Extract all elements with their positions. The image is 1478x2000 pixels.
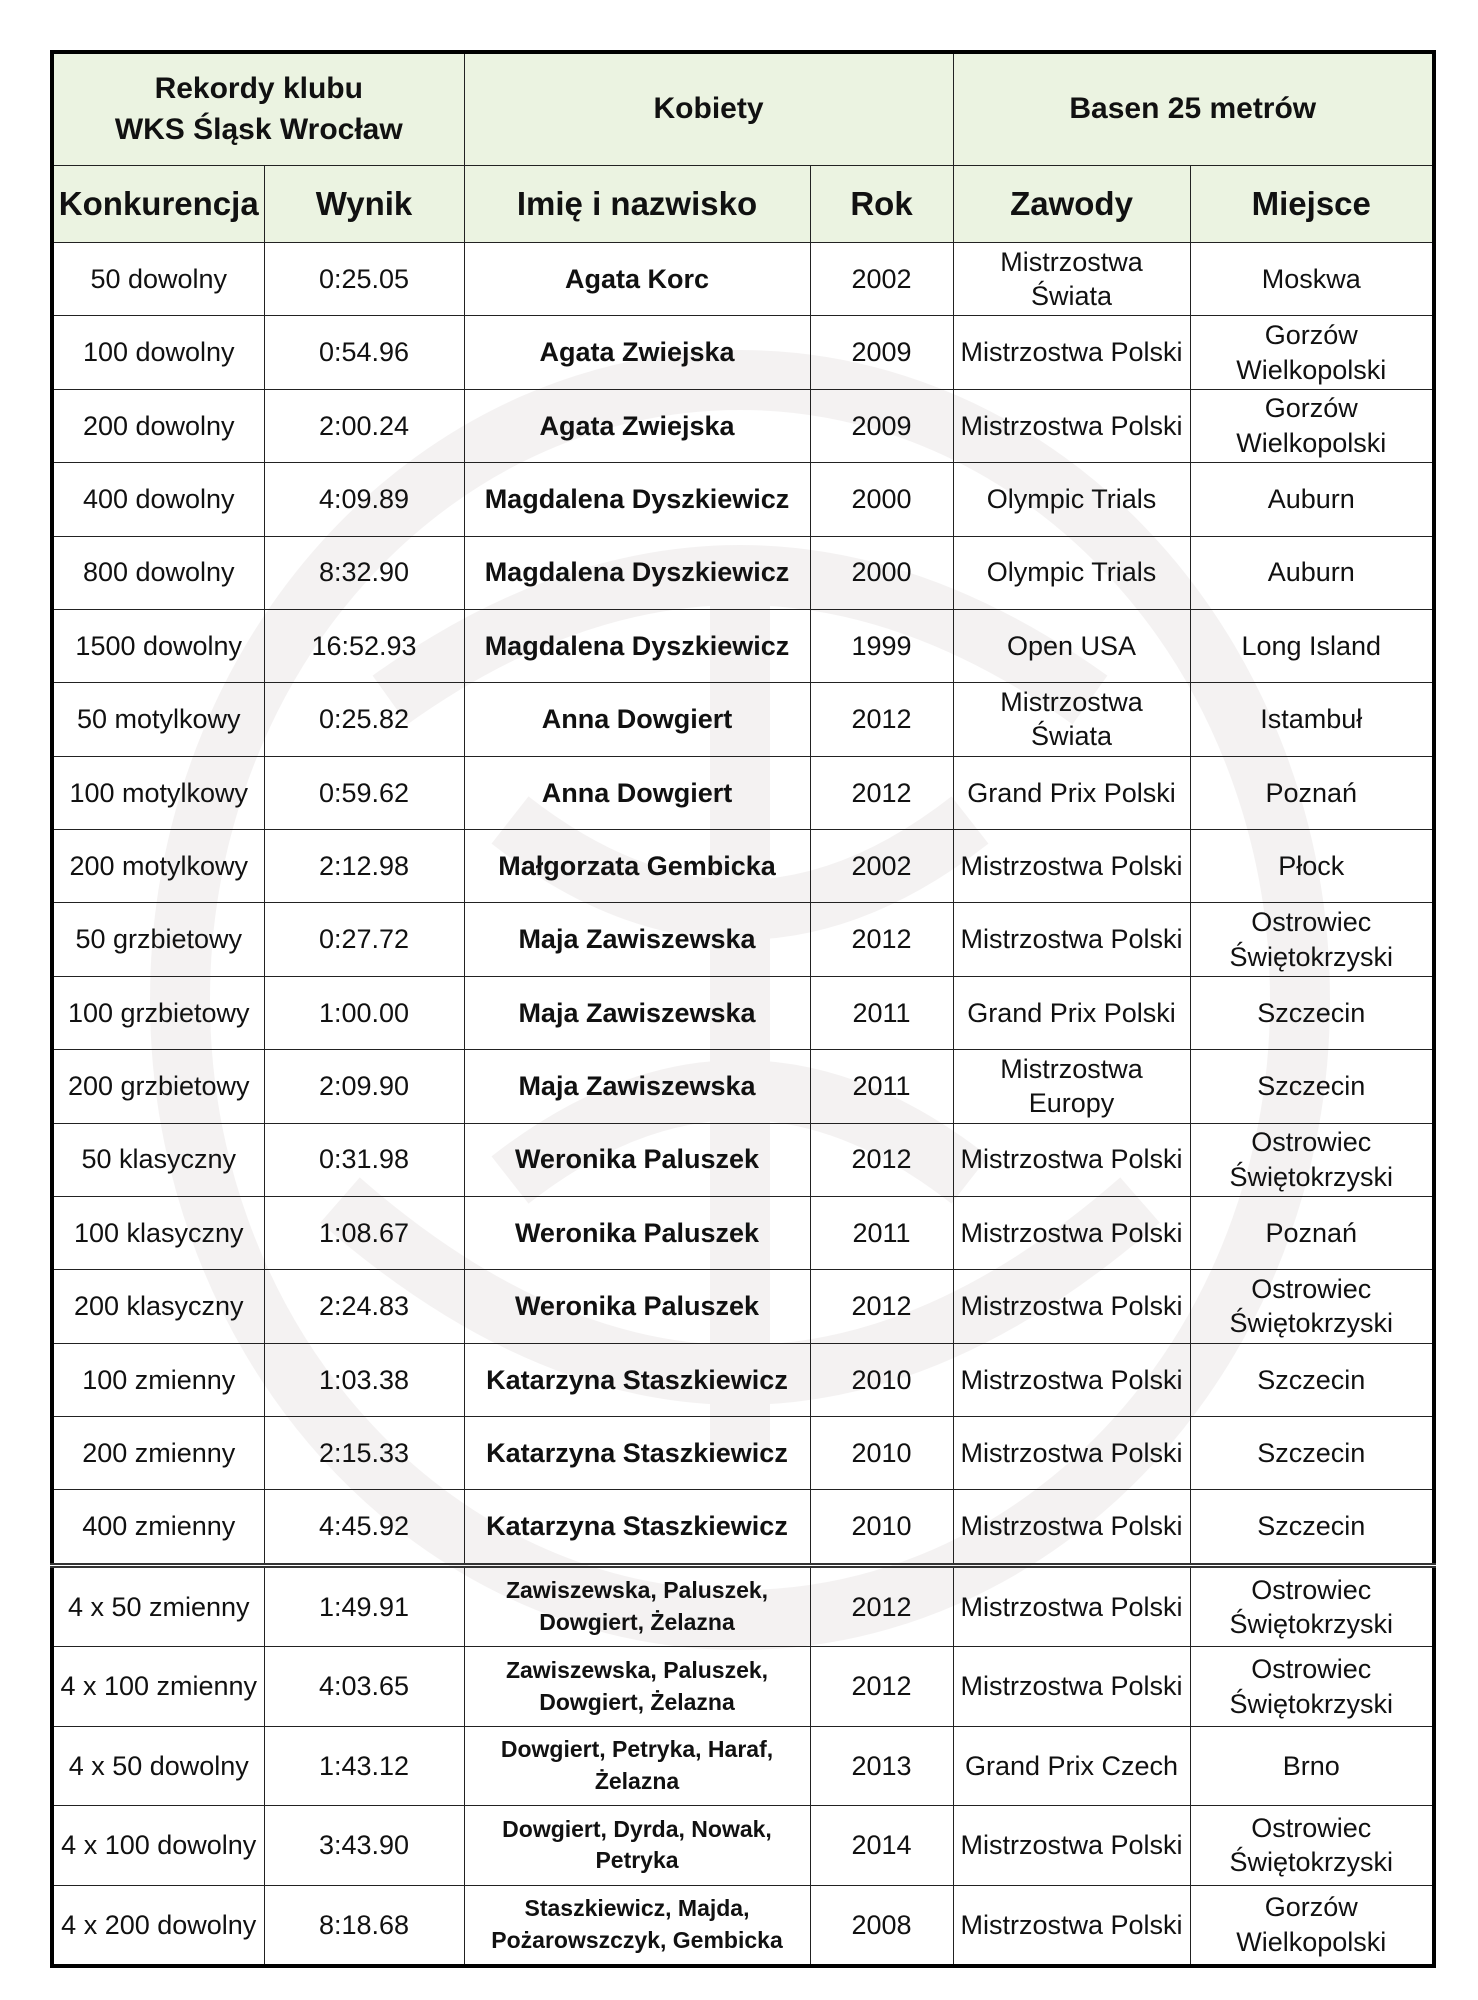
event-cell: 4 x 100 dowolny xyxy=(52,1806,264,1885)
result-cell: 16:52.93 xyxy=(264,609,464,682)
event-cell: 4 x 200 dowolny xyxy=(52,1885,264,1966)
place-cell: Ostrowiec Świętokrzyski xyxy=(1190,903,1434,976)
competition-cell: Mistrzostwa Polski xyxy=(953,903,1190,976)
result-cell: 0:54.96 xyxy=(264,316,464,389)
table-row xyxy=(52,536,1434,609)
place-cell: Gorzów Wielkopolski xyxy=(1190,389,1434,462)
name-cell: Katarzyna Staszkiewicz xyxy=(464,1490,810,1566)
year-cell: 2011 xyxy=(810,1196,953,1269)
place-cell: Auburn xyxy=(1190,536,1434,609)
place-cell: Brno xyxy=(1190,1726,1434,1805)
place-cell: Szczecin xyxy=(1190,976,1434,1049)
name-cell: Katarzyna Staszkiewicz xyxy=(464,1417,810,1490)
name-cell: Małgorzata Gembicka xyxy=(464,830,810,903)
name-cell: Maja Zawiszewska xyxy=(464,976,810,1049)
place-cell: Gorzów Wielkopolski xyxy=(1190,316,1434,389)
name-cell: Dowgiert, Petryka, Haraf, Żelazna xyxy=(464,1726,810,1805)
year-cell: 2012 xyxy=(810,1270,953,1343)
competition-cell: Grand Prix Czech xyxy=(953,1726,1190,1805)
result-cell: 0:59.62 xyxy=(264,756,464,829)
year-cell: 2009 xyxy=(810,316,953,389)
year-cell: 2012 xyxy=(810,1565,953,1646)
table-row xyxy=(52,1565,1434,1646)
year-cell: 2011 xyxy=(810,976,953,1049)
result-cell: 2:09.90 xyxy=(264,1050,464,1123)
column-header-row xyxy=(52,166,1434,243)
event-cell: 50 klasyczny xyxy=(52,1123,264,1196)
table-row xyxy=(52,683,1434,756)
competition-cell: Grand Prix Polski xyxy=(953,756,1190,829)
year-cell: 2002 xyxy=(810,243,953,316)
column-header-result: Wynik xyxy=(264,166,464,243)
table-row xyxy=(52,1726,1434,1805)
competition-cell: Grand Prix Polski xyxy=(953,976,1190,1049)
result-cell: 2:00.24 xyxy=(264,389,464,462)
competition-cell: Mistrzostwa Polski xyxy=(953,1417,1190,1490)
result-cell: 2:24.83 xyxy=(264,1270,464,1343)
result-cell: 0:25.05 xyxy=(264,243,464,316)
competition-cell: Olympic Trials xyxy=(953,463,1190,536)
table-row xyxy=(52,609,1434,682)
name-cell: Weronika Paluszek xyxy=(464,1196,810,1269)
competition-cell: Mistrzostwa Polski xyxy=(953,1565,1190,1646)
competition-cell: Olympic Trials xyxy=(953,536,1190,609)
table-row xyxy=(52,976,1434,1049)
year-cell: 2010 xyxy=(810,1417,953,1490)
place-cell: Auburn xyxy=(1190,463,1434,536)
table-row xyxy=(52,463,1434,536)
result-cell: 3:43.90 xyxy=(264,1806,464,1885)
table-row xyxy=(52,830,1434,903)
column-header-competition: Zawody xyxy=(953,166,1190,243)
year-cell: 2011 xyxy=(810,1050,953,1123)
event-cell: 200 klasyczny xyxy=(52,1270,264,1343)
result-cell: 1:00.00 xyxy=(264,976,464,1049)
competition-cell: Open USA xyxy=(953,609,1190,682)
place-cell: Moskwa xyxy=(1190,243,1434,316)
records-table xyxy=(50,50,1436,1968)
column-header-year: Rok xyxy=(810,166,953,243)
year-cell: 2009 xyxy=(810,389,953,462)
title-row xyxy=(52,52,1434,166)
event-cell: 100 grzbietowy xyxy=(52,976,264,1049)
result-cell: 4:03.65 xyxy=(264,1647,464,1726)
result-cell: 4:45.92 xyxy=(264,1490,464,1566)
competition-cell: Mistrzostwa Polski xyxy=(953,830,1190,903)
name-cell: Dowgiert, Dyrda, Nowak, Petryka xyxy=(464,1806,810,1885)
event-cell: 200 zmienny xyxy=(52,1417,264,1490)
result-cell: 4:09.89 xyxy=(264,463,464,536)
name-cell: Anna Dowgiert xyxy=(464,683,810,756)
column-header-name: Imię i nazwisko xyxy=(464,166,810,243)
name-cell: Zawiszewska, Paluszek, Dowgiert, Żelazna xyxy=(464,1647,810,1726)
name-cell: Weronika Paluszek xyxy=(464,1270,810,1343)
year-cell: 2013 xyxy=(810,1726,953,1805)
competition-cell: Mistrzostwa Świata xyxy=(953,683,1190,756)
name-cell: Magdalena Dyszkiewicz xyxy=(464,536,810,609)
name-cell: Magdalena Dyszkiewicz xyxy=(464,463,810,536)
event-cell: 100 zmienny xyxy=(52,1343,264,1416)
event-cell: 4 x 100 zmienny xyxy=(52,1647,264,1726)
competition-cell: Mistrzostwa Polski xyxy=(953,1885,1190,1966)
event-cell: 50 dowolny xyxy=(52,243,264,316)
name-cell: Maja Zawiszewska xyxy=(464,1050,810,1123)
year-cell: 2000 xyxy=(810,536,953,609)
result-cell: 0:27.72 xyxy=(264,903,464,976)
place-cell: Płock xyxy=(1190,830,1434,903)
competition-cell: Mistrzostwa Polski xyxy=(953,1806,1190,1885)
place-cell: Ostrowiec Świętokrzyski xyxy=(1190,1806,1434,1885)
year-cell: 2012 xyxy=(810,1123,953,1196)
table-row xyxy=(52,1647,1434,1726)
club-title-line1: Rekordy klubu xyxy=(154,72,363,105)
name-cell: Anna Dowgiert xyxy=(464,756,810,829)
event-cell: 4 x 50 zmienny xyxy=(52,1565,264,1646)
place-cell: Szczecin xyxy=(1190,1343,1434,1416)
name-cell: Agata Zwiejska xyxy=(464,316,810,389)
place-cell: Szczecin xyxy=(1190,1050,1434,1123)
competition-cell: Mistrzostwa Europy xyxy=(953,1050,1190,1123)
place-cell: Long Island xyxy=(1190,609,1434,682)
event-cell: 1500 dowolny xyxy=(52,609,264,682)
event-cell: 800 dowolny xyxy=(52,536,264,609)
event-cell: 200 dowolny xyxy=(52,389,264,462)
name-cell: Agata Zwiejska xyxy=(464,389,810,462)
competition-cell: Mistrzostwa Polski xyxy=(953,389,1190,462)
result-cell: 2:12.98 xyxy=(264,830,464,903)
competition-cell: Mistrzostwa Polski xyxy=(953,1196,1190,1269)
name-cell: Maja Zawiszewska xyxy=(464,903,810,976)
table-row xyxy=(52,1885,1434,1966)
table-row xyxy=(52,1490,1434,1566)
competition-cell: Mistrzostwa Polski xyxy=(953,1123,1190,1196)
year-cell: 2000 xyxy=(810,463,953,536)
event-cell: 400 dowolny xyxy=(52,463,264,536)
event-cell: 100 klasyczny xyxy=(52,1196,264,1269)
category-title: Kobiety xyxy=(464,52,953,166)
place-cell: Ostrowiec Świętokrzyski xyxy=(1190,1647,1434,1726)
name-cell: Magdalena Dyszkiewicz xyxy=(464,609,810,682)
result-cell: 0:25.82 xyxy=(264,683,464,756)
result-cell: 8:32.90 xyxy=(264,536,464,609)
year-cell: 2012 xyxy=(810,903,953,976)
table-row xyxy=(52,316,1434,389)
place-cell: Poznań xyxy=(1190,1196,1434,1269)
event-cell: 200 motylkowy xyxy=(52,830,264,903)
pool-title: Basen 25 metrów xyxy=(953,52,1434,166)
event-cell: 50 motylkowy xyxy=(52,683,264,756)
table-row xyxy=(52,389,1434,462)
result-cell: 1:03.38 xyxy=(264,1343,464,1416)
table-row xyxy=(52,243,1434,316)
table-row xyxy=(52,1123,1434,1196)
club-title-line2: WKS Śląsk Wrocław xyxy=(114,112,403,146)
place-cell: Poznań xyxy=(1190,756,1434,829)
result-cell: 0:31.98 xyxy=(264,1123,464,1196)
year-cell: 2012 xyxy=(810,756,953,829)
table-row xyxy=(52,1343,1434,1416)
table-row xyxy=(52,1417,1434,1490)
result-cell: 1:08.67 xyxy=(264,1196,464,1269)
column-header-place: Miejsce xyxy=(1190,166,1434,243)
place-cell: Ostrowiec Świętokrzyski xyxy=(1190,1565,1434,1646)
name-cell: Agata Korc xyxy=(464,243,810,316)
competition-cell: Mistrzostwa Polski xyxy=(953,1343,1190,1416)
result-cell: 1:43.12 xyxy=(264,1726,464,1805)
name-cell: Zawiszewska, Paluszek, Dowgiert, Żelazna xyxy=(464,1565,810,1646)
result-cell: 2:15.33 xyxy=(264,1417,464,1490)
individual-records xyxy=(52,243,1434,1566)
year-cell: 2010 xyxy=(810,1343,953,1416)
event-cell: 400 zmienny xyxy=(52,1490,264,1566)
table-row xyxy=(52,1050,1434,1123)
name-cell: Weronika Paluszek xyxy=(464,1123,810,1196)
name-cell: Katarzyna Staszkiewicz xyxy=(464,1343,810,1416)
place-cell: Ostrowiec Świętokrzyski xyxy=(1190,1123,1434,1196)
event-cell: 100 motylkowy xyxy=(52,756,264,829)
place-cell: Szczecin xyxy=(1190,1417,1434,1490)
table-row xyxy=(52,756,1434,829)
table-row xyxy=(52,903,1434,976)
place-cell: Gorzów Wielkopolski xyxy=(1190,1885,1434,1966)
year-cell: 2012 xyxy=(810,683,953,756)
table-row xyxy=(52,1270,1434,1343)
year-cell: 2014 xyxy=(810,1806,953,1885)
competition-cell: Mistrzostwa Świata xyxy=(953,243,1190,316)
event-cell: 50 grzbietowy xyxy=(52,903,264,976)
place-cell: Istambuł xyxy=(1190,683,1434,756)
event-cell: 100 dowolny xyxy=(52,316,264,389)
column-header-event: Konkurencja xyxy=(52,166,264,243)
table-row xyxy=(52,1806,1434,1885)
event-cell: 200 grzbietowy xyxy=(52,1050,264,1123)
place-cell: Szczecin xyxy=(1190,1490,1434,1566)
result-cell: 1:49.91 xyxy=(264,1565,464,1646)
competition-cell: Mistrzostwa Polski xyxy=(953,316,1190,389)
competition-cell: Mistrzostwa Polski xyxy=(953,1647,1190,1726)
club-title xyxy=(52,52,464,166)
competition-cell: Mistrzostwa Polski xyxy=(953,1490,1190,1566)
table-row xyxy=(52,1196,1434,1269)
year-cell: 2012 xyxy=(810,1647,953,1726)
competition-cell: Mistrzostwa Polski xyxy=(953,1270,1190,1343)
place-cell: Ostrowiec Świętokrzyski xyxy=(1190,1270,1434,1343)
event-cell: 4 x 50 dowolny xyxy=(52,1726,264,1805)
relay-records xyxy=(52,1565,1434,1966)
result-cell: 8:18.68 xyxy=(264,1885,464,1966)
year-cell: 2010 xyxy=(810,1490,953,1566)
name-cell: Staszkiewicz, Majda, Pożarowszczyk, Gembicka xyxy=(464,1885,810,1966)
year-cell: 2002 xyxy=(810,830,953,903)
year-cell: 1999 xyxy=(810,609,953,682)
year-cell: 2008 xyxy=(810,1885,953,1966)
